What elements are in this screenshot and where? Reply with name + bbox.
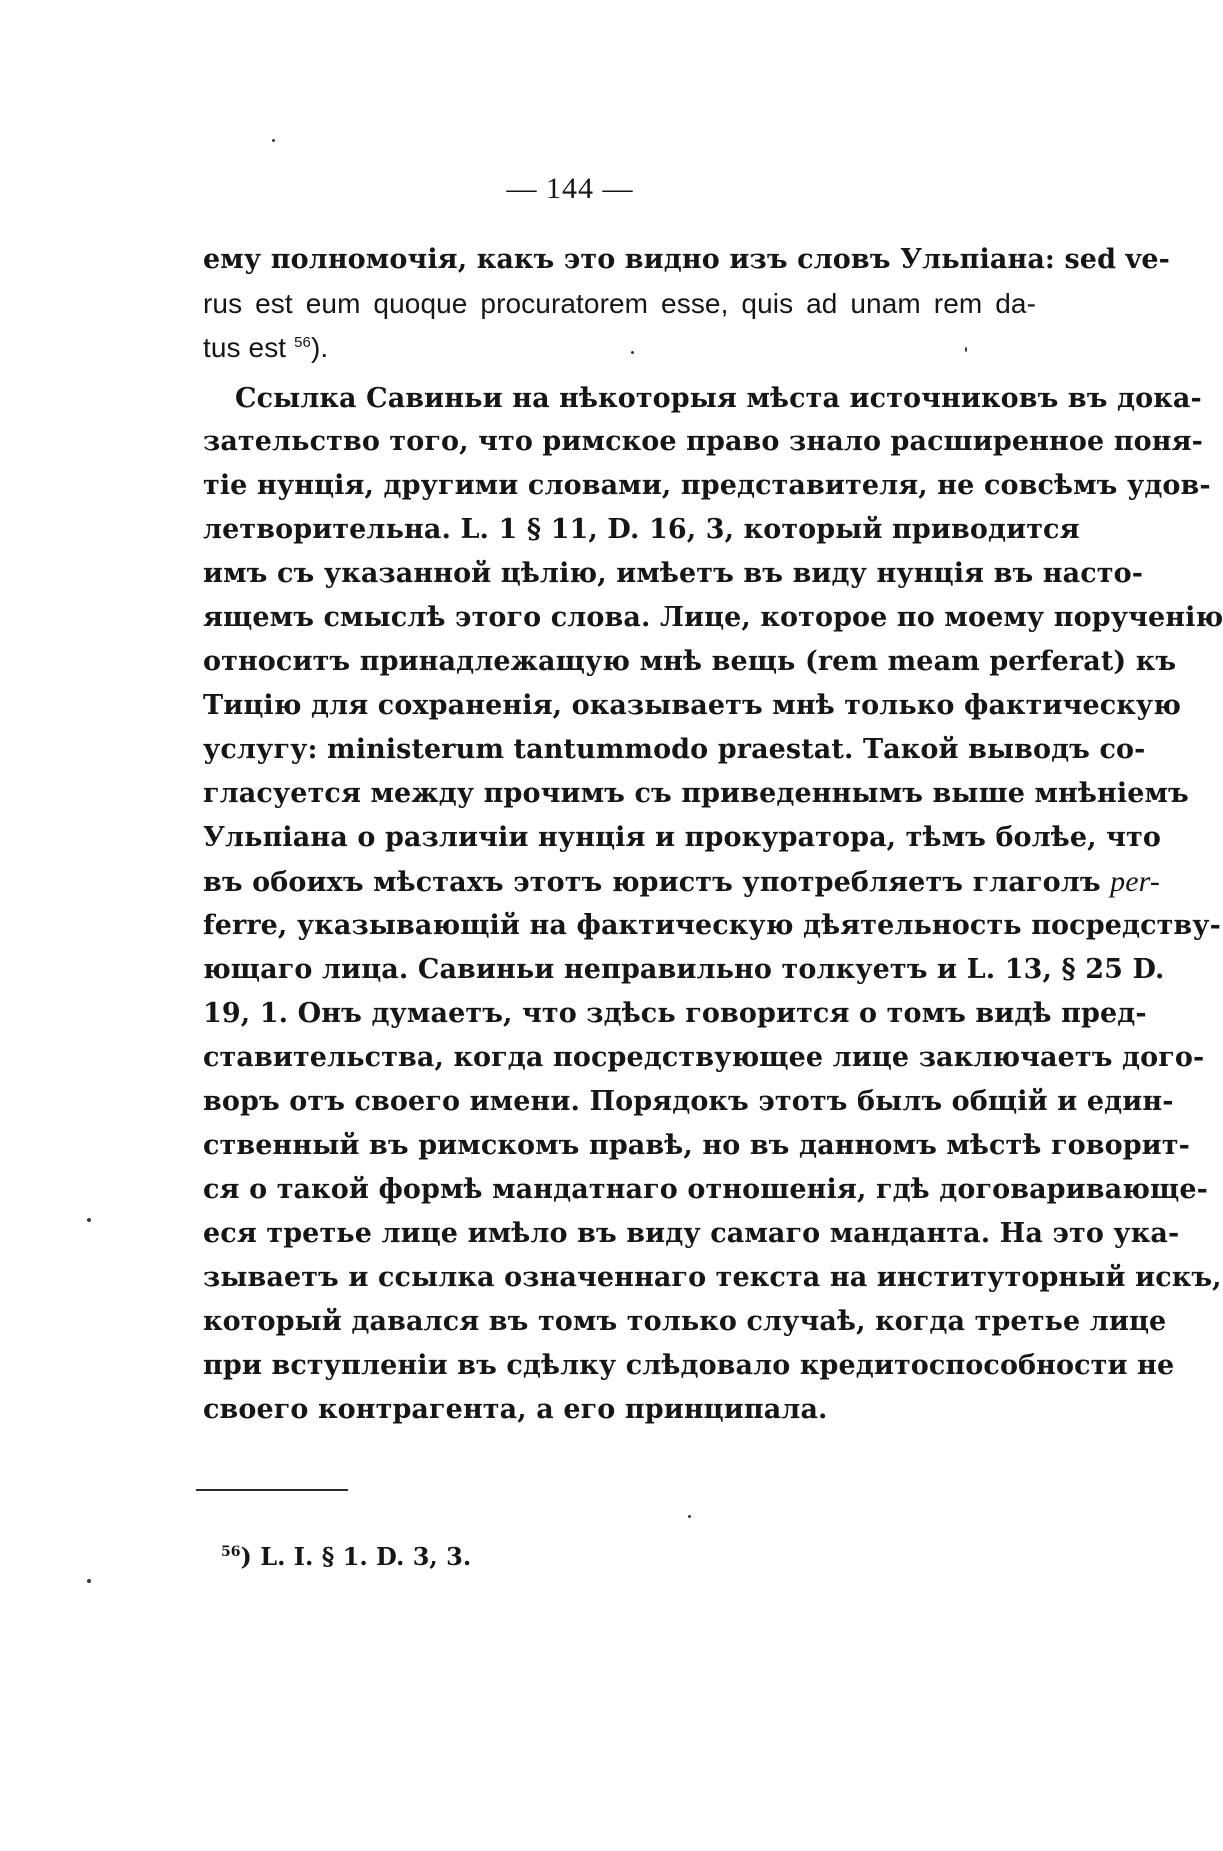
text-line (203, 1040, 1205, 1076)
text-line (203, 952, 1165, 988)
line-text: воръ отъ своего имени. Порядокъ этотъ былъ общій и един- (203, 1086, 1174, 1117)
text-line (203, 1216, 1180, 1252)
line-text: Ссылка Савиньи на нѣкоторыя мѣста источниковъ въ дока- (235, 383, 1202, 414)
scan-speck (688, 1515, 691, 1518)
text-line (203, 512, 1080, 548)
text-line (203, 600, 1223, 636)
line-text: въ обоихъ мѣстахъ этотъ юристъ употребляетъ глаголъ (203, 867, 1111, 898)
text-line (203, 688, 1182, 724)
text-line (203, 1392, 828, 1428)
italic-word: per- (1110, 865, 1160, 898)
text-line (203, 1260, 1222, 1296)
footnote-marker: 56 (221, 1544, 241, 1560)
text-line (203, 1084, 1174, 1120)
line-text: ему полномочія, какъ это видно изъ словъ Ульпіана: sed ve- (203, 244, 1170, 275)
line-text: относитъ принадлежащую мнѣ вещь (rem meam perferat) къ (203, 646, 1177, 677)
text-line (203, 556, 1144, 592)
line-text: ставительства, когда посредствующее лице заключаетъ дого- (203, 1042, 1205, 1073)
line-text: ящемъ смыслѣ этого слова. Лице, которое по моему порученію (203, 602, 1223, 633)
line-text: гласуется между прочимъ съ приведеннымъ выше мнѣніемъ (203, 778, 1189, 809)
text-line (203, 908, 1221, 944)
line-text: своего контрагента, а его принципала. (203, 1394, 828, 1425)
line-text: Тицію для сохраненія, оказываетъ мнѣ только фактическую (203, 690, 1182, 721)
text-line (203, 330, 328, 366)
line-text: ся о такой формѣ мандатнаго отношенія, гдѣ договаривающе- (203, 1174, 1208, 1205)
footnote-text: ) L. I. § 1. D. 3, 3. (240, 1542, 472, 1571)
line-text: зываетъ и ссылка означеннаго текста на институторный искъ, (203, 1262, 1222, 1293)
line-text: летворительна. L. 1 § 11, D. 16, 3, который приводится (203, 514, 1080, 545)
line-text: тіе нунція, другими словами, представителя, не совсѣмъ удов- (203, 470, 1211, 501)
footnote-divider (196, 1489, 348, 1491)
line-text: ственный въ римскомъ правѣ, но въ данномъ мѣстѣ говорит- (203, 1130, 1190, 1161)
text-line (203, 1172, 1208, 1208)
line-text: зательство того, что римское право знало расширенное поня- (203, 426, 1203, 457)
line-text: rus est eum quoque procuratorem esse, quis ad unam rem da- (203, 288, 1036, 319)
scan-speck (272, 139, 275, 142)
scan-speck (87, 1218, 91, 1222)
line-text: имъ съ указанной цѣлію, имѣетъ въ виду нунція въ насто- (203, 558, 1144, 589)
line-text: ющаго лица. Савиньи неправильно толкуетъ и L. 13, § 25 D. (203, 954, 1165, 985)
scan-speck (965, 347, 967, 352)
text-line (203, 1304, 1167, 1340)
scan-speck (87, 1579, 91, 1583)
line-text: ferre, указывающій на фактическую дѣятельность посредству- (203, 910, 1221, 941)
text-line (203, 996, 1147, 1032)
text-line (203, 776, 1189, 812)
text-line (203, 424, 1203, 460)
text-line (203, 468, 1211, 504)
footnote (221, 1542, 471, 1572)
line-text-tail: ). (310, 332, 329, 363)
footnote-ref: 56 (294, 334, 311, 351)
line-text: tus est (203, 332, 295, 363)
line-text: при вступленіи въ сдѣлку слѣдовало кредитоспособности не (203, 1350, 1175, 1381)
text-line (203, 644, 1177, 680)
text-line (203, 286, 1036, 322)
line-text: который давался въ томъ только случаѣ, когда третье лице (203, 1306, 1167, 1337)
text-line (235, 381, 1202, 417)
page-number: — 144 — (506, 172, 634, 205)
text-line (203, 242, 1170, 278)
text-line (203, 820, 1161, 856)
text-line (203, 1128, 1190, 1164)
line-text: услугу: ministerum tantummodo praestat. Такой выводъ со- (203, 734, 1146, 765)
line-text: 19, 1. Онъ думаетъ, что здѣсь говорится о томъ видѣ пред- (203, 998, 1147, 1029)
text-line (203, 1348, 1175, 1384)
text-line (203, 732, 1146, 768)
line-text: Ульпіана о различіи нунція и прокуратора, тѣмъ болѣе, что (203, 822, 1161, 853)
text-line (203, 864, 1160, 900)
scan-speck (631, 351, 634, 354)
line-text: еся третье лице имѣло въ виду самаго манданта. На это ука- (203, 1218, 1180, 1249)
